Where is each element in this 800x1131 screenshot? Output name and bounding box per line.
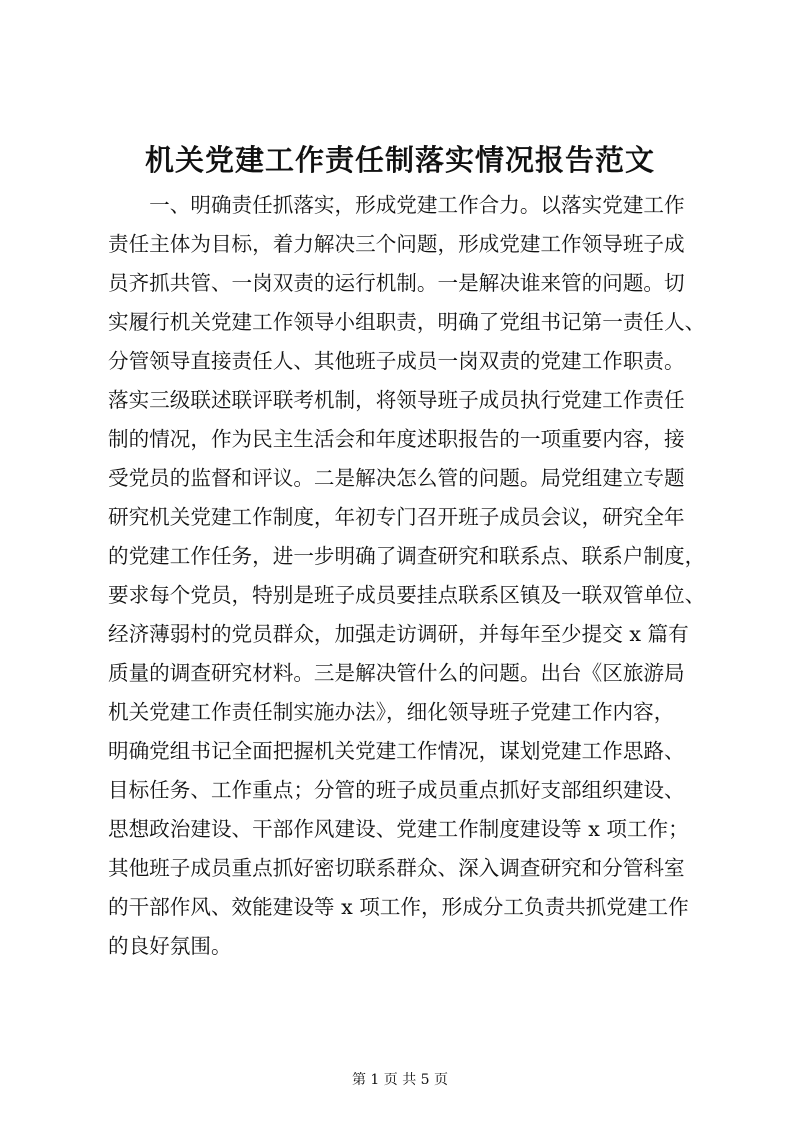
page-number-footer: 第 1 页 共 5 页 — [351, 1072, 449, 1088]
body-line: 实履行机关党建工作领导小组职责，明确了党组书记第一责任人、 — [108, 310, 706, 334]
body-line: 员齐抓共管、一岗双责的运行机制。一是解决谁来管的问题。切 — [108, 271, 685, 295]
body-line: 落实三级联述联评联考机制，将领导班子成员执行党建工作责任 — [108, 388, 685, 412]
body-line: 目标任务、工作重点；分管的班子成员重点抓好支部组织建设、 — [108, 778, 685, 802]
body-line: 要求每个党员，特别是班子成员要挂点联系区镇及一联双管单位、 — [108, 583, 706, 607]
body-line: 思想政治建设、干部作风建设、党建工作制度建设等 x 项工作； — [108, 817, 689, 841]
body-line: 的干部作风、效能建设等 x 项工作，形成分工负责共抓党建工作 — [108, 895, 689, 919]
body-line: 分管领导直接责任人、其他班子成员一岗双责的党建工作职责。 — [108, 349, 685, 373]
body-line: 质量的调查研究材料。三是解决管什么的问题。出台《区旅游局 — [108, 661, 685, 685]
body-line: 责任主体为目标，着力解决三个问题，形成党建工作领导班子成 — [108, 232, 685, 256]
body-line: 制的情况，作为民主生活会和年度述职报告的一项重要内容，接 — [108, 427, 685, 451]
body-line: 明确党组书记全面把握机关党建工作情况，谋划党建工作思路、 — [108, 739, 685, 763]
document-body — [108, 186, 708, 966]
document-title: 机关党建工作责任制落实情况报告范文 — [144, 143, 655, 177]
body-line: 的党建工作任务，进一步明确了调查研究和联系点、联系户制度， — [108, 544, 706, 568]
body-line: 的良好氛围。 — [108, 934, 232, 958]
body-line: 经济薄弱村的党员群众，加强走访调研，并每年至少提交 x 篇有 — [108, 622, 689, 646]
body-line: 一、明确责任抓落实，形成党建工作合力。以落实党建工作 — [108, 193, 685, 217]
body-line: 机关党建工作责任制实施办法》，细化领导班子党建工作内容， — [108, 700, 675, 724]
body-line: 研究机关党建工作制度，年初专门召开班子成员会议，研究全年 — [108, 505, 685, 529]
body-line: 受党员的监督和评议。二是解决怎么管的问题。局党组建立专题 — [108, 466, 685, 490]
body-line: 其他班子成员重点抓好密切联系群众、深入调查研究和分管科室 — [108, 856, 685, 880]
